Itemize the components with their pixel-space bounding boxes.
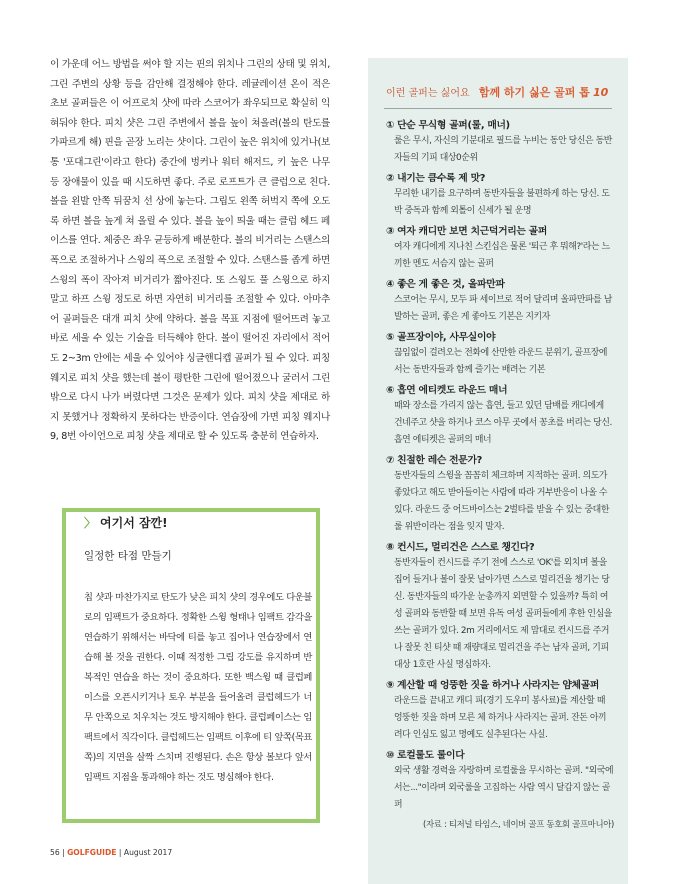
list-item	[386, 540, 614, 674]
list-item-body: 무리한 내기를 요구하며 동반자들을 불편하게 하는 당신. 도박 중독과 함께 외톨이 신세가 될 운명	[394, 189, 610, 216]
list-item	[386, 118, 614, 167]
list-item-head: ⑤ 골프장이야, 사무실이야	[386, 332, 496, 343]
list-item-head: ① 단순 무식형 골퍼(룰, 매너)	[386, 120, 510, 131]
issue-date: August 2017	[123, 848, 173, 857]
list-item-head: ③ 여자 캐디만 보면 치근덕거리는 골퍼	[386, 226, 548, 237]
source-note: (자료 : 티저널 타임스, 네이버 골프 동호회 골프마니아)	[423, 819, 614, 829]
list-item	[386, 678, 614, 744]
page-number: 56	[50, 848, 60, 857]
list-item	[386, 277, 614, 326]
list-item-head: ⑧ 컨시드, 멀리건은 스스로 챙긴다?	[386, 542, 535, 553]
list-item-body: 때와 장소를 가리지 않는 흡연, 들고 있던 담배를 캐디에게 건네주고 샷을 하거나 코스 아무 곳에서 꽁초를 버리는 당신. 흡연 에티켓은 골퍼의 매너	[394, 401, 612, 445]
list-item-head: ⑩ 로컬룰도 룰이다	[386, 750, 465, 761]
list-item	[386, 383, 614, 449]
article-body	[50, 55, 330, 447]
list-item-head: ④ 좋은 게 좋은 것, 올파만파	[386, 279, 505, 290]
list-item-body: 스코어는 무시, 모두 파 세이브로 적어 달리며 올파만파를 남발하는 골퍼, 좋은 게 좋아도 기본은 지키자	[394, 295, 612, 322]
list-item-body: 동반자들의 스윙을 꼼꼼히 체크하며 지적하는 골퍼. 의도가 좋았다고 해도 받아들이는 사람에 따라 거부반응이 나올 수 있다. 라운드 중 어드바이스는 2벌타를 받을 수 있는 중대한 룰 위반이라는 점을 잊지 말자.	[394, 471, 610, 532]
list-item-head: ⑨ 계산할 때 엉뚱한 짓을 하거나 사라지는 얌체골퍼	[386, 680, 600, 691]
list-item-head: ② 내기는 큼수록 제 맛?	[386, 173, 486, 184]
list-item	[386, 171, 614, 220]
tip-title	[78, 514, 174, 531]
list-item-body: 외국 생활 경력을 자랑하며 로컬룰을 무시하는 골퍼. "외국에서는..."이라며 외국룰을 고집하는 사람 역시 달갑지 않는 골퍼	[394, 766, 614, 810]
tip-subtitle: 일정한 타점 만들기	[84, 550, 172, 562]
list-item-body: 끊임없이 걸려오는 전화에 산만한 라운드 분위기, 골프장에서는 동반자들과 함께 즐기는 배려는 기본	[394, 348, 608, 375]
page-footer: 56 | GOLFGUIDE | August 2017	[50, 848, 173, 857]
list-item-body: 라운드를 끝내고 캐디 피(경기 도우미 봉사료)를 계산할 때 엉뚱한 짓을 하며 모른 체 하거나 사라지는 골퍼. 잔돈 아끼려다 인심도 잃고 명예도 실추된다는 사실.	[394, 696, 607, 740]
list-item-head: ⑥ 흡연 에티켓도 라운드 매너	[386, 385, 508, 396]
list-item-body: 룰은 무시, 자신의 기분대로 필드를 누비는 동안 당신은 동반자들의 기피 대상0순위	[394, 136, 612, 163]
article-paragraph: 이 가운데 어느 방법을 써야 할 지는 핀의 위치나 그린의 상태 및 위치, 그린 주변의 상황 등을 감안해 결정해야 한다. 레귤레이션 온이 적은 초보 골퍼들은 이 어프로치 샷에 따라 스코어가 좌우되므로 확실히 익혀둬야 한다. 피치 샷은 그린 주변에서 볼을 높이 쳐올려(볼의 탄도를 가파르게 해) 핀을 곧장 노리는 샷이다. 그린이 높은 위치에 있거나(보통 '포대그린'이라고 한다) 중간에 벙커나 워터 해저드, 키 높은 나무 등 장애물이 있을 때 시도하면 좋다. 주로 로프트가 큰 클럽으로 친다. 볼을 왼발 안쪽 뒤꿈치 선 상에 놓는다. 그립도 왼쪽 허벅지 쪽에 오도록 하면 볼을 높게 쳐 올릴 수 있다. 볼을 높이 띄울 때는 클럽 헤드 페이스를 연다. 체중은 좌우 균등하게 배분한다. 볼의 비거리는 스탠스의 폭으로 조절하거나 스윙의 폭으로 조절할 수 있다. 스탠스를 좁게 하면 스윙의 폭이 작아져 비거리가 짧아진다. 또 스윙도 풀 스윙으로 하지 말고 하프 스윙 정도로 하면 자연히 비거리를 조절할 수 있다. 아마추어 골퍼들은 대개 피치 샷에 약하다. 볼을 목표 지점에 떨어뜨려 놓고 바로 세울 수 있는 기술을 터득해야 한다. 볼이 떨어진 자리에서 적어도 2~3m 안에는 세울 수 있어야 싱글핸디캡 골퍼가 될 수 있다. 피칭 웨지로 피치 샷을 했는데 볼이 평탄한 그린에 떨어졌으나 굴러서 그린 밖으로 다시 나가 버렸다면 그것은 문제가 있다. 피치 샷을 제대로 하지 못했거나 정확하지 못하다는 반증이다. 연습장에 가면 피칭 웨지나 9, 8번 아이언으로 피칭 샷을 제대로 할 수 있도록 충분히 연습하자.	[50, 59, 330, 443]
panel-pretitle: 이런 골퍼는 싫어요	[386, 88, 470, 99]
list-item	[386, 330, 614, 379]
tip-title-text: 여기서 잠깐!	[100, 516, 168, 530]
panel-title-number: 10	[592, 86, 609, 99]
list-item-head: ⑦ 친절한 레슨 전문가?	[386, 455, 483, 466]
list-item-body: 동반자들이 컨시드를 주기 전에 스스로 'OK'를 외치며 볼을 집어 들거나 볼이 잘못 날아가면 스스로 멀리건을 챙기는 당신. 동반자들의 따가운 눈총까지 외면할 수 있을까? 특히 여성 골퍼와 동반할 때 보면 유독 여성 골퍼들에게 후한 인심을 쓰는 골퍼가 있다. 2m 거리에서도 제 맘대로 컨시드를 주거나 잘못 친 티샷 때 재량대로 멀리건을 주는 남자 골퍼, 기피대상 1호란 사실 명심하자.	[394, 558, 612, 670]
list-item	[386, 453, 614, 536]
list-item	[386, 748, 614, 814]
tip-body: 칩 샷과 마찬가지로 탄도가 낮은 피치 샷의 경우에도 다운블로의 임팩트가 중요하다. 정확한 스윙 형태나 임팩트 감각을 연습하기 위해서는 바닥에 티를 놓고 집어나 연습장에서 연습해 볼 것을 권한다. 이때 적정한 그립 강도를 유지하며 반복적인 연습을 하는 것이 중요하다. 또한 백스윙 때 클럽페이스를 오픈시키거나 토우 부분을 들어올려 클럽헤드가 너무 안쪽으로 치우치는 것도 방지해야 한다. 클럽페이스는 임팩트에서 직각이다. 클럽헤드는 임팩트 이후에 티 앞쪽(목표쪽)의 지면을 살짝 스치며 진행된다. 손은 항상 볼보다 앞서 임팩트 지점을 통과해야 하는 것도 명심해야 한다.	[84, 592, 312, 783]
list-item-body: 여자 캐디에게 지나친 스킨십은 물론 '퇴근 후 뭐해?'라는 느끼한 멘도 서슴지 않는 골퍼	[394, 242, 610, 269]
panel-list	[386, 118, 614, 830]
list-item	[386, 224, 614, 273]
panel-title	[386, 84, 608, 100]
panel-main-title: 함께 하기 싫은 골퍼 톱	[478, 86, 590, 99]
chevron-right-icon: 〉	[84, 516, 97, 530]
divider	[384, 108, 612, 109]
brand-name: GOLFGUIDE	[67, 848, 117, 857]
